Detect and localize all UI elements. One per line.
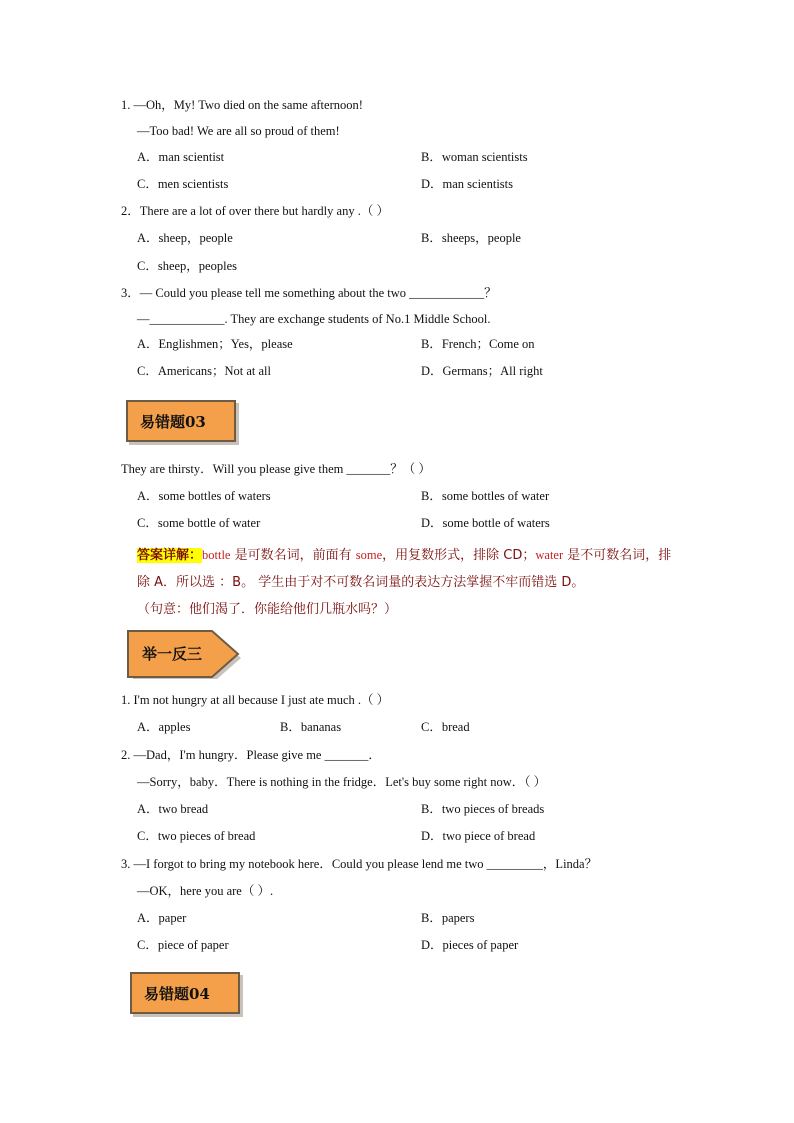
q3-option-b: B．French；Come on: [421, 337, 535, 351]
q2-option-c: C．sheep，peoples: [137, 259, 237, 273]
answer-word-some: some: [355, 548, 383, 562]
q1-option-b: B．woman scientists: [421, 150, 528, 164]
answer-text-2: ，用复数形式，排除 CD；: [382, 548, 536, 563]
section-badge-03: 易错题03: [126, 400, 236, 442]
p1-option-c: C．bread: [421, 720, 470, 734]
p2-reply: —Sorry，baby．There is nothing in the fridge．Let's buy some right now．（ ）: [137, 775, 547, 789]
q-thirsty-option-c: C．some bottle of water: [137, 516, 261, 530]
p3-option-d: D．pieces of paper: [421, 938, 519, 952]
p3-option-a: A．paper: [137, 911, 187, 925]
p3-option-b: B．papers: [421, 911, 475, 925]
p2-option-a: A．two bread: [137, 802, 209, 816]
q1-reply: —Too bad! We are all so proud of them!: [137, 124, 340, 138]
q1-option-d: D．man scientists: [421, 177, 514, 191]
q-thirsty-option-d: D．some bottle of waters: [421, 516, 550, 530]
q-thirsty-option-a: A．some bottles of waters: [137, 489, 271, 503]
p1-option-a: A．apples: [137, 720, 191, 734]
answer-explanation: [137, 542, 682, 623]
answer-text-1: 是可数名词，前面有: [230, 548, 356, 563]
q2-stem: 2．There are a lot of over there but hardly any .（ ）: [121, 204, 389, 218]
q1-option-c: C．men scientists: [137, 177, 229, 191]
answer-translation: （句意：他们渴了．你能给他们几瓶水吗？）: [137, 602, 398, 617]
p2-stem: 2. —Dad，I'm hungry．Please give me _______．: [121, 748, 381, 762]
q3-stem: 3．— Could you please tell me something about the two ____________？: [121, 286, 497, 300]
p1-stem: 1. I'm not hungry at all because I just ate much .（ ）: [121, 693, 390, 707]
p2-option-c: C．two pieces of bread: [137, 829, 256, 843]
p2-option-b: B．two pieces of breads: [421, 802, 545, 816]
q1-stem: 1. —Oh，My! Two died on the same afternoon!: [121, 98, 363, 112]
answer-word-water: water: [535, 548, 564, 562]
section-badge-04: 易错题04: [130, 972, 240, 1014]
p3-option-c: C．piece of paper: [137, 938, 229, 952]
p1-option-b: B．bananas: [280, 720, 342, 734]
q2-option-b: B．sheeps，people: [421, 231, 521, 245]
practice-arrow-badge: [126, 629, 246, 681]
q-thirsty-option-b: B．some bottles of water: [421, 489, 550, 503]
answer-text-3: 是不可数名词，排除 A．所以选 ：B。 学生由于对不可数名词量的表达方法掌握不牢而错选 D。: [137, 548, 672, 590]
q3-reply: —____________. They are exchange students of No.1 Middle School.: [137, 312, 491, 326]
q3-option-a: A．Englishmen；Yes，please: [137, 337, 293, 351]
q1-option-a: A．man scientist: [137, 150, 225, 164]
q-thirsty-stem: They are thirsty．Will you please give them _______？（ ）: [121, 462, 431, 476]
p2-option-d: D．two piece of bread: [421, 829, 536, 843]
p3-stem: 3. —I forgot to bring my notebook here．Could you please lend me two _________，Linda？: [121, 857, 598, 871]
arrow-label: 举一反三: [142, 645, 203, 663]
q3-option-c: C．Americans；Not at all: [137, 364, 271, 378]
p3-reply: —OK，here you are（ ）.: [137, 884, 274, 898]
q3-option-d: D．Germans；All right: [421, 364, 543, 378]
answer-label: 答案详解：: [137, 548, 203, 563]
q2-option-a: A．sheep，people: [137, 231, 233, 245]
answer-word-bottle: bottle: [202, 548, 231, 562]
